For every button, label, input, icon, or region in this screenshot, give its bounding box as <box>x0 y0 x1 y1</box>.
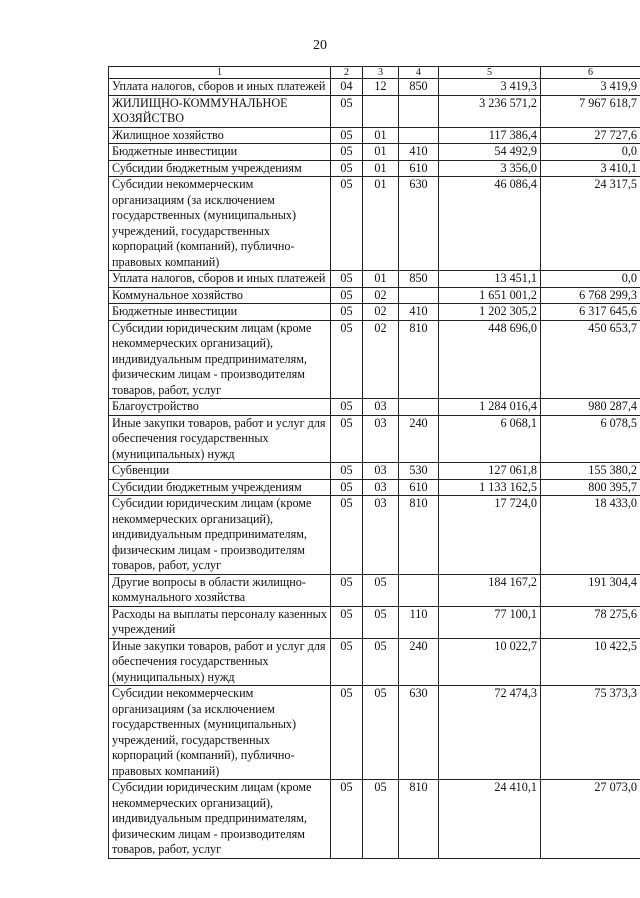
column-header-2: 2 <box>331 67 363 79</box>
item-name: Другие вопросы в области жилищно-коммунального хозяйства <box>109 574 331 606</box>
expense-type-code: 630 <box>399 686 439 780</box>
table-row <box>109 686 640 780</box>
item-name: Коммунальное хозяйство <box>109 287 331 304</box>
subsection-code: 05 <box>363 638 399 686</box>
budget-table-body <box>109 67 640 859</box>
column-number-row <box>109 67 640 79</box>
section-code: 05 <box>331 574 363 606</box>
subsection-code: 01 <box>363 127 399 144</box>
section-code: 05 <box>331 287 363 304</box>
table-row <box>109 95 640 127</box>
amount-year-2: 75 373,3 <box>541 686 640 780</box>
amount-year-2: 27 073,0 <box>541 780 640 859</box>
amount-year-1: 46 086,4 <box>439 177 541 271</box>
item-name: Бюджетные инвестиции <box>109 144 331 161</box>
expense-type-code <box>399 95 439 127</box>
section-code: 05 <box>331 606 363 638</box>
expense-type-code: 810 <box>399 780 439 859</box>
column-header-6: 6 <box>541 67 640 79</box>
item-name: Уплата налогов, сборов и иных платежей <box>109 271 331 288</box>
subsection-code: 03 <box>363 496 399 575</box>
column-header-3: 3 <box>363 67 399 79</box>
subsection-code: 02 <box>363 304 399 321</box>
subsection-code: 05 <box>363 686 399 780</box>
amount-year-2: 155 380,2 <box>541 463 640 480</box>
table-row <box>109 463 640 480</box>
table-row <box>109 320 640 399</box>
item-name: Благоустройство <box>109 399 331 416</box>
expense-type-code <box>399 287 439 304</box>
item-name: Субсидии бюджетным учреждениям <box>109 160 331 177</box>
subsection-code: 05 <box>363 574 399 606</box>
item-name: Иные закупки товаров, работ и услуг для обеспечения государственных (муниципальных) нужд <box>109 638 331 686</box>
item-name: Бюджетные инвестиции <box>109 304 331 321</box>
amount-year-2: 450 653,7 <box>541 320 640 399</box>
subsection-code <box>363 95 399 127</box>
subsection-code: 02 <box>363 287 399 304</box>
amount-year-2: 6 078,5 <box>541 415 640 463</box>
item-name: Субсидии юридическим лицам (кроме некоммерческих организаций), индивидуальным предпринимателям, физическим лицам - производителям товаров, работ, услуг <box>109 496 331 575</box>
section-code: 05 <box>331 320 363 399</box>
table-row <box>109 144 640 161</box>
subsection-code: 03 <box>363 399 399 416</box>
table-row <box>109 177 640 271</box>
item-name: Расходы на выплаты персоналу казенных учреждений <box>109 606 331 638</box>
section-code: 05 <box>331 304 363 321</box>
item-name: ЖИЛИЩНО-КОММУНАЛЬНОЕ ХОЗЯЙСТВО <box>109 95 331 127</box>
subsection-code: 05 <box>363 780 399 859</box>
section-code: 05 <box>331 463 363 480</box>
section-code: 05 <box>331 638 363 686</box>
table-row <box>109 399 640 416</box>
expense-type-code: 610 <box>399 479 439 496</box>
item-name: Субсидии юридическим лицам (кроме некоммерческих организаций), индивидуальным предпринимателям, физическим лицам - производителям товаров, работ, услуг <box>109 780 331 859</box>
expense-type-code: 630 <box>399 177 439 271</box>
amount-year-2: 0,0 <box>541 144 640 161</box>
expense-type-code: 410 <box>399 304 439 321</box>
expense-type-code: 850 <box>399 271 439 288</box>
amount-year-1: 72 474,3 <box>439 686 541 780</box>
expense-type-code <box>399 399 439 416</box>
expense-type-code: 240 <box>399 415 439 463</box>
amount-year-1: 13 451,1 <box>439 271 541 288</box>
amount-year-2: 980 287,4 <box>541 399 640 416</box>
subsection-code: 01 <box>363 144 399 161</box>
amount-year-2: 18 433,0 <box>541 496 640 575</box>
section-code: 05 <box>331 271 363 288</box>
amount-year-1: 3 356,0 <box>439 160 541 177</box>
expense-type-code: 850 <box>399 79 439 96</box>
section-code: 05 <box>331 780 363 859</box>
amount-year-2: 3 419,9 <box>541 79 640 96</box>
table-row <box>109 287 640 304</box>
item-name: Субсидии некоммерческим организациям (за исключением государственных (муниципальных) учреждений, государственных корпораций (компаний), публично-правовых компаний) <box>109 686 331 780</box>
amount-year-2: 7 967 618,7 <box>541 95 640 127</box>
subsection-code: 03 <box>363 463 399 480</box>
item-name: Иные закупки товаров, работ и услуг для обеспечения государственных (муниципальных) нужд <box>109 415 331 463</box>
amount-year-2: 24 317,5 <box>541 177 640 271</box>
amount-year-1: 54 492,9 <box>439 144 541 161</box>
column-header-1: 1 <box>109 67 331 79</box>
amount-year-2: 191 304,4 <box>541 574 640 606</box>
amount-year-2: 27 727,6 <box>541 127 640 144</box>
subsection-code: 01 <box>363 160 399 177</box>
amount-year-2: 6 317 645,6 <box>541 304 640 321</box>
expense-type-code: 530 <box>399 463 439 480</box>
expense-type-code <box>399 127 439 144</box>
table-row <box>109 127 640 144</box>
section-code: 05 <box>331 144 363 161</box>
expense-type-code: 610 <box>399 160 439 177</box>
amount-year-2: 0,0 <box>541 271 640 288</box>
amount-year-1: 17 724,0 <box>439 496 541 575</box>
subsection-code: 02 <box>363 320 399 399</box>
amount-year-1: 3 236 571,2 <box>439 95 541 127</box>
amount-year-1: 1 651 001,2 <box>439 287 541 304</box>
amount-year-2: 3 410,1 <box>541 160 640 177</box>
table-row <box>109 606 640 638</box>
table-row <box>109 415 640 463</box>
section-code: 05 <box>331 95 363 127</box>
table-row <box>109 479 640 496</box>
item-name: Субвенции <box>109 463 331 480</box>
subsection-code: 05 <box>363 606 399 638</box>
amount-year-1: 127 061,8 <box>439 463 541 480</box>
section-code: 05 <box>331 686 363 780</box>
section-code: 05 <box>331 127 363 144</box>
expense-type-code: 110 <box>399 606 439 638</box>
budget-table <box>108 66 640 859</box>
item-name: Уплата налогов, сборов и иных платежей <box>109 79 331 96</box>
amount-year-1: 448 696,0 <box>439 320 541 399</box>
item-name: Жилищное хозяйство <box>109 127 331 144</box>
amount-year-2: 6 768 299,3 <box>541 287 640 304</box>
table-row <box>109 271 640 288</box>
table-row <box>109 574 640 606</box>
table-row <box>109 496 640 575</box>
page-number: 20 <box>313 38 327 53</box>
table-row <box>109 79 640 96</box>
column-header-5: 5 <box>439 67 541 79</box>
item-name: Субсидии бюджетным учреждениям <box>109 479 331 496</box>
amount-year-1: 24 410,1 <box>439 780 541 859</box>
amount-year-1: 10 022,7 <box>439 638 541 686</box>
subsection-code: 03 <box>363 479 399 496</box>
section-code: 05 <box>331 177 363 271</box>
amount-year-1: 1 133 162,5 <box>439 479 541 496</box>
amount-year-1: 1 202 305,2 <box>439 304 541 321</box>
section-code: 05 <box>331 479 363 496</box>
expense-type-code: 810 <box>399 320 439 399</box>
table-row <box>109 160 640 177</box>
section-code: 05 <box>331 399 363 416</box>
subsection-code: 03 <box>363 415 399 463</box>
section-code: 05 <box>331 496 363 575</box>
amount-year-1: 117 386,4 <box>439 127 541 144</box>
amount-year-2: 10 422,5 <box>541 638 640 686</box>
expense-type-code <box>399 574 439 606</box>
amount-year-1: 6 068,1 <box>439 415 541 463</box>
expense-type-code: 240 <box>399 638 439 686</box>
amount-year-2: 800 395,7 <box>541 479 640 496</box>
table-row <box>109 304 640 321</box>
amount-year-1: 3 419,3 <box>439 79 541 96</box>
item-name: Субсидии юридическим лицам (кроме некоммерческих организаций), индивидуальным предпринимателям, физическим лицам - производителям товаров, работ, услуг <box>109 320 331 399</box>
item-name: Субсидии некоммерческим организациям (за исключением государственных (муниципальных) учреждений, государственных корпораций (компаний), публично-правовых компаний) <box>109 177 331 271</box>
column-header-4: 4 <box>399 67 439 79</box>
subsection-code: 01 <box>363 271 399 288</box>
amount-year-1: 1 284 016,4 <box>439 399 541 416</box>
amount-year-2: 78 275,6 <box>541 606 640 638</box>
subsection-code: 12 <box>363 79 399 96</box>
expense-type-code: 810 <box>399 496 439 575</box>
expense-type-code: 410 <box>399 144 439 161</box>
amount-year-1: 184 167,2 <box>439 574 541 606</box>
section-code: 04 <box>331 79 363 96</box>
table-row <box>109 638 640 686</box>
subsection-code: 01 <box>363 177 399 271</box>
amount-year-1: 77 100,1 <box>439 606 541 638</box>
section-code: 05 <box>331 160 363 177</box>
table-row <box>109 780 640 859</box>
section-code: 05 <box>331 415 363 463</box>
